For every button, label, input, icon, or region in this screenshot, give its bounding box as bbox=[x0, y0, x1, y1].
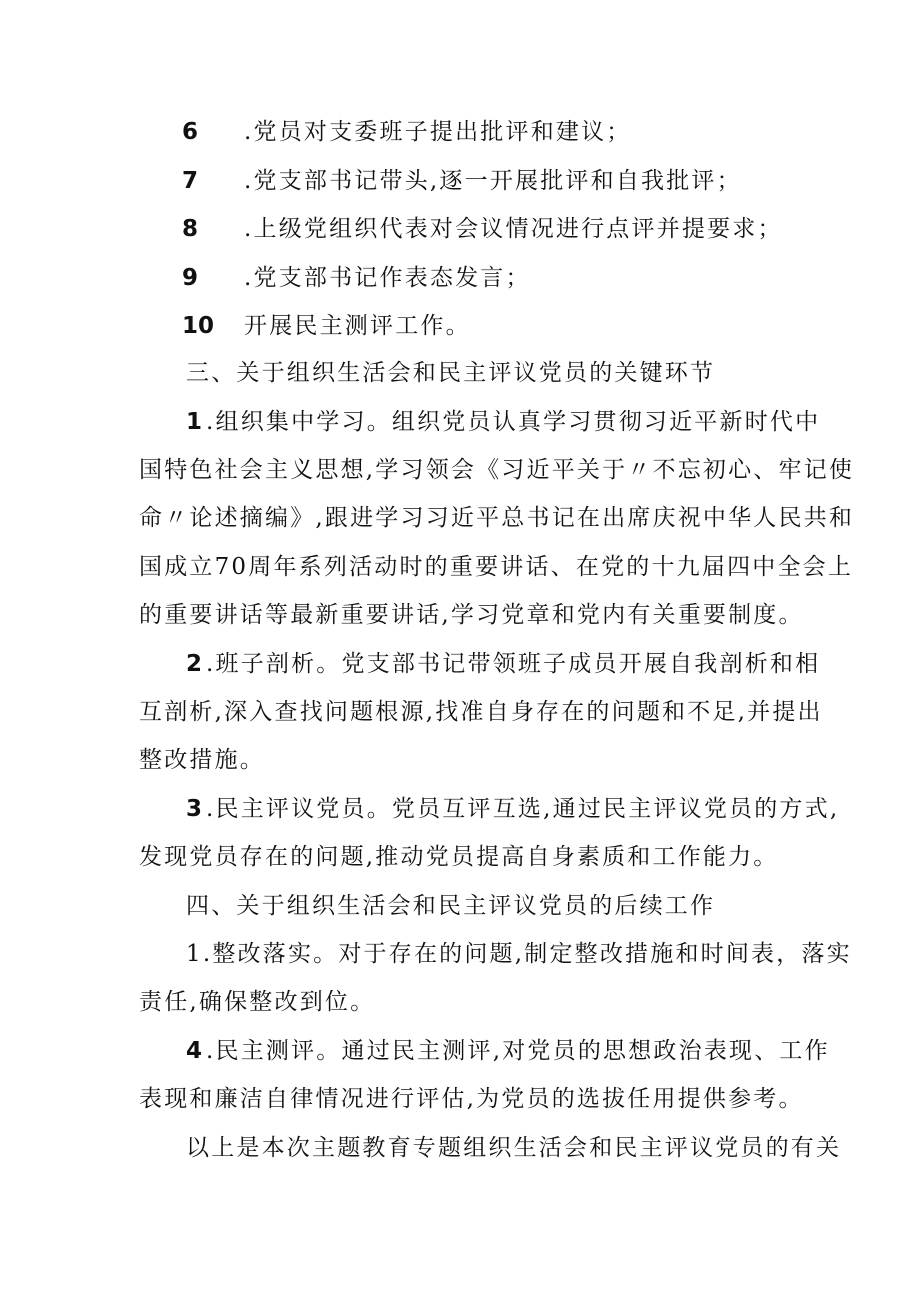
list-item-text: 开展民主测评工作。 bbox=[244, 313, 471, 339]
paragraph-text: .组织集中学习。组织党员认真学习贯彻习近平新时代中 bbox=[206, 409, 821, 435]
paragraph-number: 3 bbox=[186, 796, 203, 822]
paragraph-number: 4 bbox=[186, 1038, 203, 1064]
paragraph-line: 互剖析,深入查找问题根源,找准自身存在的问题和不足,并提出 bbox=[139, 699, 823, 725]
section-heading: 三、关于组织生活会和民主评议党员的关键环节 bbox=[186, 360, 716, 386]
paragraph-line: 发现党员存在的问题,推动党员提高自身素质和工作能力。 bbox=[139, 844, 779, 870]
paragraph-line: 整改措施。 bbox=[139, 747, 265, 773]
list-item-number: 9 bbox=[182, 265, 199, 291]
list-item-text: .党支部书记带头,逐一开展批评和自我批评； bbox=[244, 168, 742, 194]
list-item-text: .党支部书记作表态发言； bbox=[244, 265, 531, 291]
section-heading: 四、关于组织生活会和民主评议党员的后续工作 bbox=[186, 893, 716, 919]
list-item-text: .上级党组织代表对会议情况进行点评并提要求； bbox=[244, 216, 783, 242]
paragraph-line: 的重要讲话等最新重要讲话,学习党章和党内有关重要制度。 bbox=[139, 602, 804, 628]
paragraph-line: 责任,确保整改到位。 bbox=[139, 989, 376, 1015]
paragraph-line: 表现和廉洁自律情况进行评估,为党员的选拔任用提供参考。 bbox=[139, 1086, 804, 1112]
paragraph-line: 国特色社会主义思想,学习领会《习近平关于〃不忘初心、牢记使 bbox=[139, 457, 855, 483]
list-item-text: .党员对支委班子提出批评和建议； bbox=[244, 119, 632, 145]
paragraph-text: .班子剖析。党支部书记带领班子成员开展自我剖析和相 bbox=[206, 651, 821, 677]
paragraph-text: .民主测评。通过民主测评,对党员的思想政治表现、工作 bbox=[206, 1038, 830, 1064]
paragraph-number: 1 bbox=[186, 409, 203, 435]
closing-paragraph: 以上是本次主题教育专题组织生活会和民主评议党员的有关 bbox=[186, 1135, 842, 1161]
list-item-number: 6 bbox=[182, 119, 199, 145]
paragraph-line: 国成立70周年系列活动时的重要讲话、在党的十九届四中全会上 bbox=[139, 554, 854, 580]
paragraph-line: 命〃论述摘编》,跟进学习习近平总书记在出席庆祝中华人民共和 bbox=[139, 505, 855, 531]
paragraph-text: .民主评议党员。党员互评互选,通过民主评议党员的方式, bbox=[206, 796, 840, 822]
paragraph-number: 2 bbox=[186, 651, 203, 677]
paragraph-line: 1.整改落实。对于存在的问题,制定整改措施和时间表，落实 bbox=[186, 941, 852, 967]
list-item-number: 7 bbox=[182, 168, 199, 194]
list-item-number: 10 bbox=[182, 313, 215, 339]
list-item-number: 8 bbox=[182, 216, 199, 242]
